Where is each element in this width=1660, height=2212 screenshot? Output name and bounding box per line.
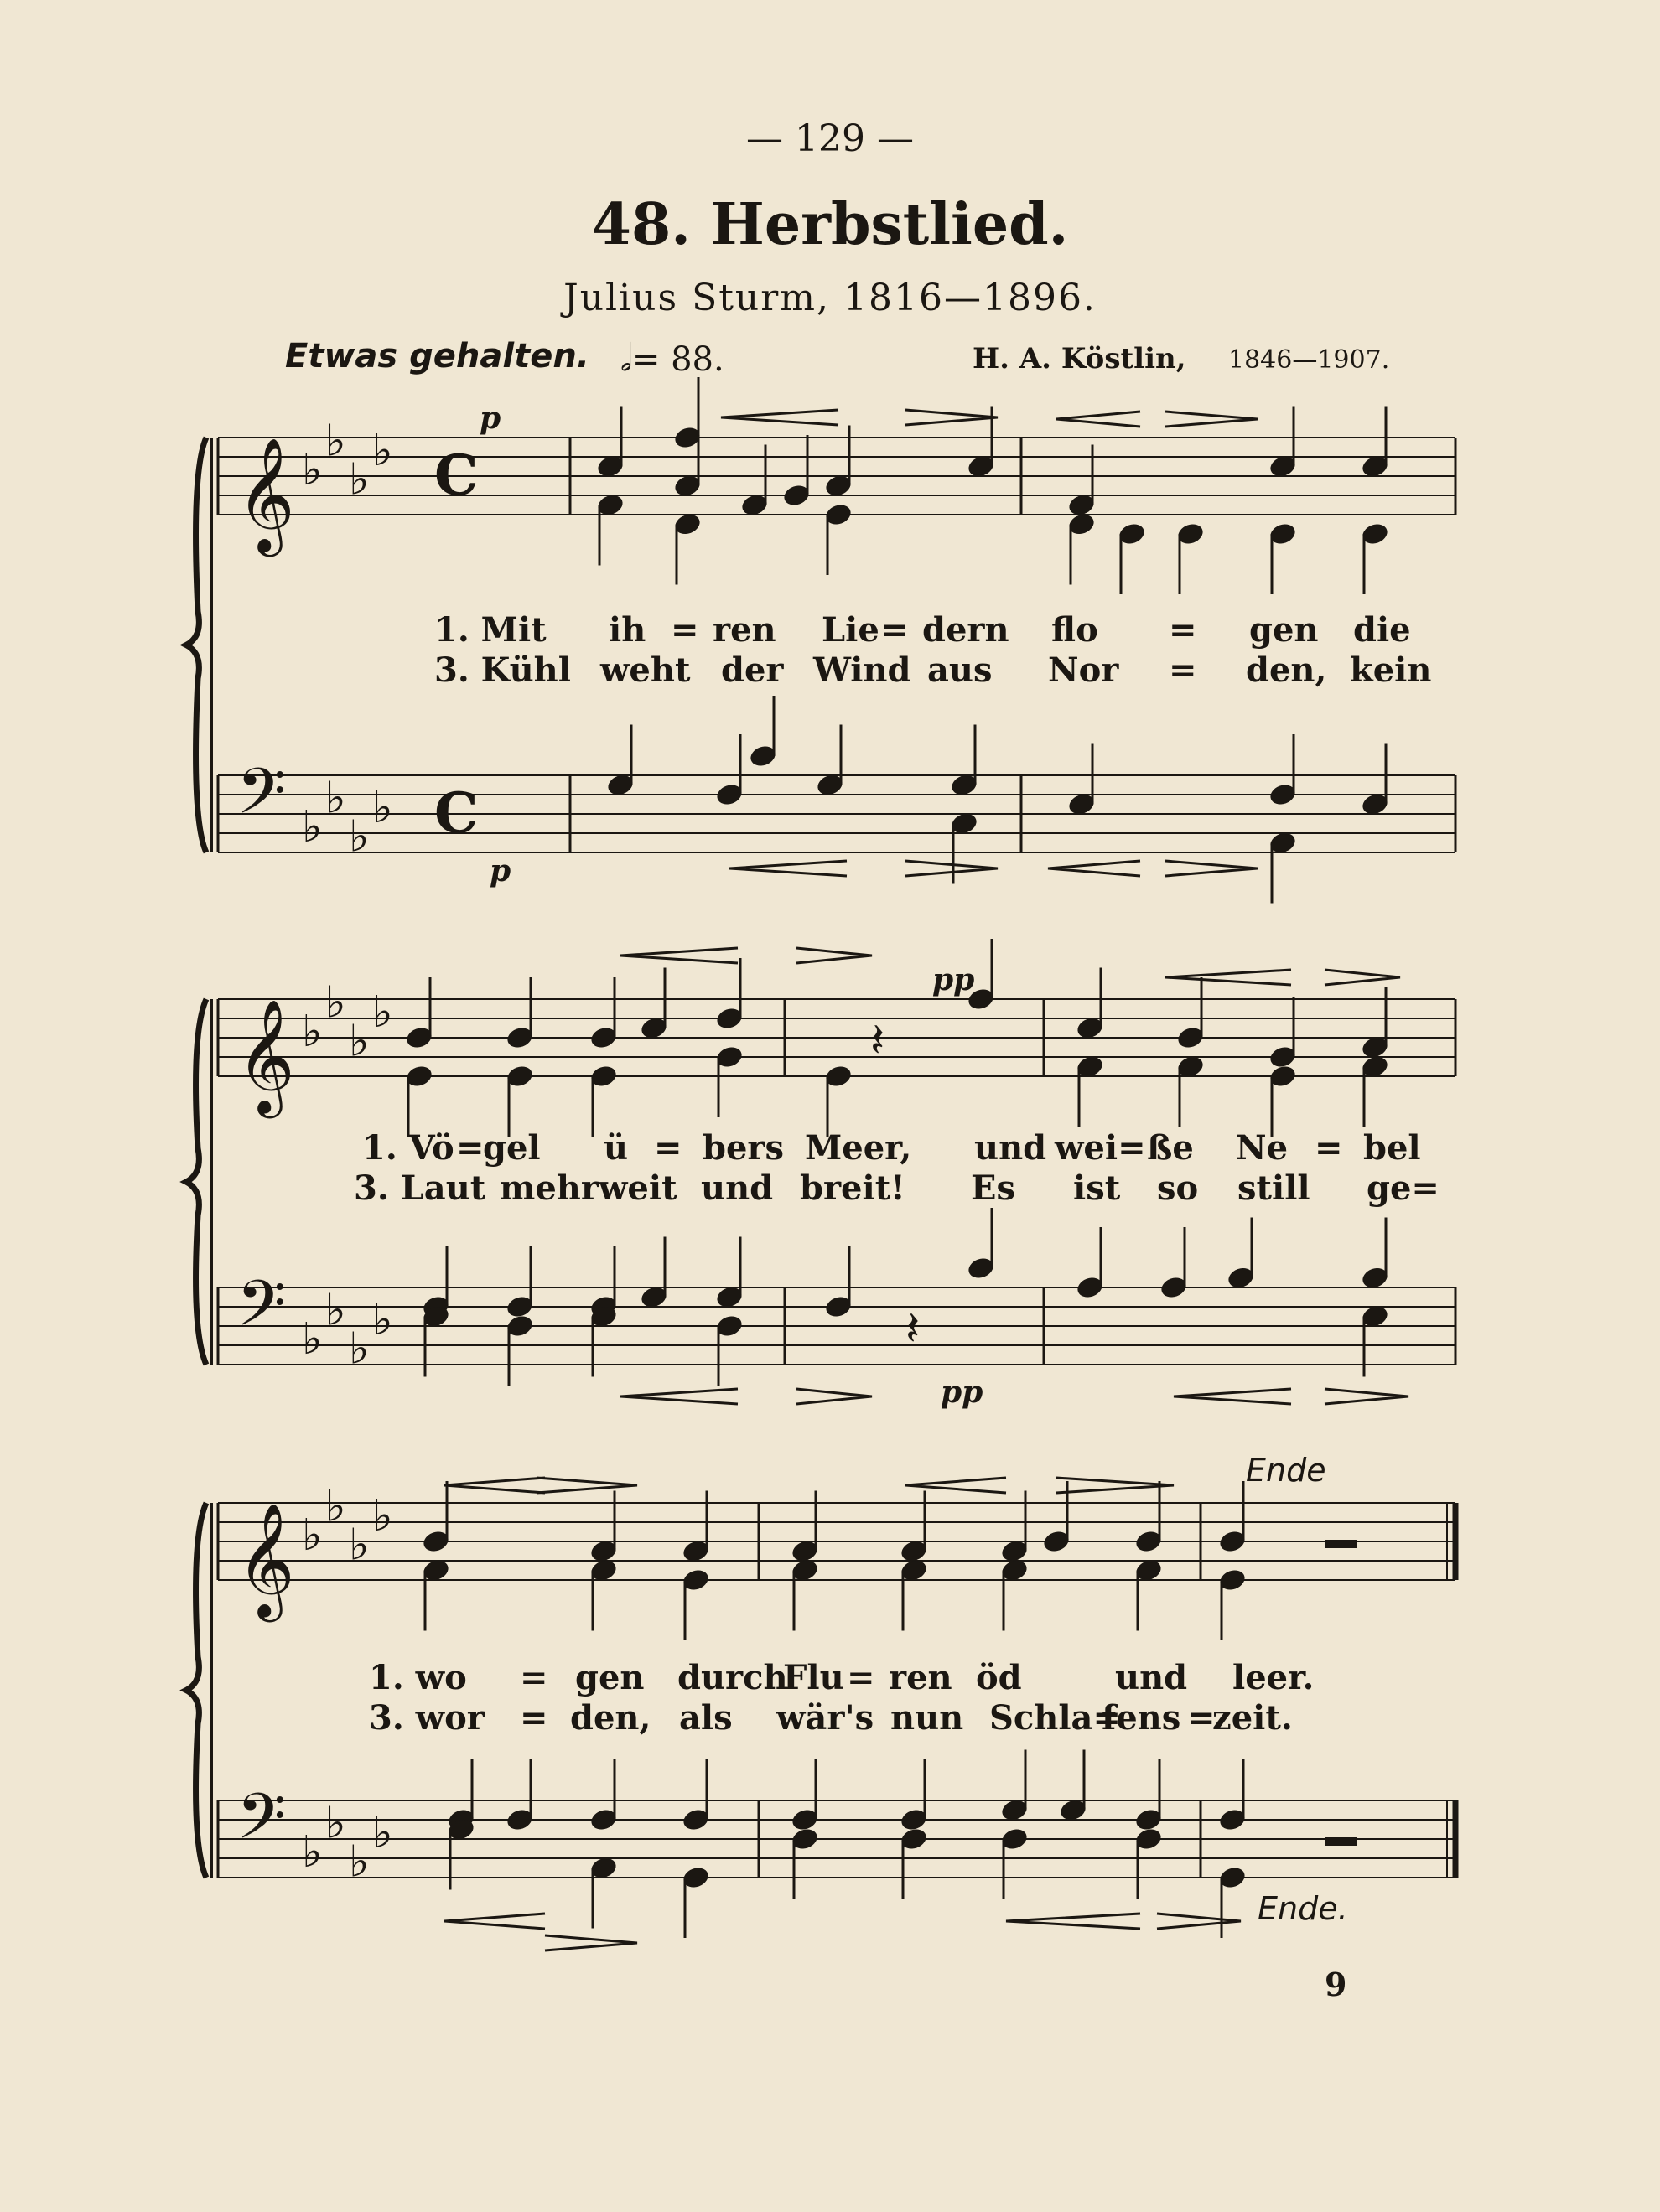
ende-label-treble: Ende [1246, 1452, 1326, 1489]
lyric-3-verse1-4: durch [677, 1658, 788, 1697]
crescendo-hairpin [1165, 970, 1291, 985]
lyric-3-verse3-3: den, [570, 1698, 651, 1738]
lyric-2-verse1-4: ü [604, 1128, 629, 1168]
lyric-1-verse1-9: = [1169, 610, 1197, 650]
lyric-3-verse1-5: Flu [783, 1658, 844, 1697]
flat-icon: ♭ [372, 1295, 393, 1345]
lyric-2-verse1-6: bers [703, 1128, 785, 1168]
lyric-1-verse3-2: weht [600, 650, 691, 690]
lyric-2-verse3-2: mehr [500, 1168, 599, 1208]
lyric-2-verse3-7: ist [1073, 1168, 1121, 1208]
crescendo-hairpin [444, 1478, 545, 1493]
lyric-3-verse1-3: gen [575, 1658, 645, 1697]
quarter-rest-icon: 𝄽 [870, 1013, 885, 1068]
diminuendo-hairpin [1157, 1914, 1241, 1929]
composer: H. A. Köstlin, [973, 342, 1186, 376]
lyric-3-verse1-10: leer. [1232, 1658, 1315, 1697]
lyric-2-verse1-12: = [1315, 1128, 1343, 1168]
flat-icon: ♭ [302, 1007, 323, 1057]
lyric-3-verse1-7: ren [889, 1658, 952, 1697]
bass-clef-icon: 𝄢 [236, 1779, 287, 1869]
lyric-3-verse3-1: 3. wor [369, 1698, 485, 1738]
diminuendo-hairpin [1056, 1478, 1174, 1493]
page-number: — 129 — [746, 117, 914, 160]
lyric-3-verse3-2: = [520, 1698, 548, 1738]
flat-icon: ♭ [349, 1520, 370, 1571]
lyric-1-verse1-1: 1. Mit [434, 610, 547, 650]
half-note-icon: 𝅗𝅥 [620, 337, 632, 380]
diminuendo-hairpin [905, 410, 998, 425]
lyric-1-verse1-8: flo [1051, 610, 1098, 650]
lyric-3-verse3-7: Schla= [989, 1698, 1121, 1738]
crescendo-hairpin [729, 861, 847, 876]
lyric-3-verse3-4: als [679, 1698, 733, 1738]
flat-icon: ♭ [372, 783, 393, 833]
song-title: 48. Herbstlied. [591, 191, 1069, 258]
diminuendo-hairpin [905, 861, 998, 876]
lyric-1-verse3-6: Nor [1048, 650, 1119, 690]
lyric-3-verse3-6: nun [890, 1698, 964, 1738]
flat-icon: ♭ [325, 1481, 346, 1532]
lyric-2-verse3-6: Es [971, 1168, 1016, 1208]
lyric-3-verse3-8: fens [1102, 1698, 1181, 1738]
flat-icon: ♭ [325, 773, 346, 824]
ende-label-bass: Ende. [1258, 1890, 1348, 1927]
lyric-2-verse1-8: und [974, 1128, 1047, 1168]
diminuendo-hairpin [796, 948, 872, 963]
flat-icon: ♭ [325, 1798, 346, 1849]
flat-icon: ♭ [372, 426, 393, 476]
lyric-2-verse1-7: Meer, [805, 1128, 912, 1168]
diminuendo-hairpin [537, 1478, 637, 1493]
bass-clef-icon: 𝄢 [236, 1267, 287, 1356]
flat-icon: ♭ [325, 1285, 346, 1336]
crescendo-hairpin [905, 1478, 1006, 1493]
lyric-2-verse3-9: still [1237, 1168, 1310, 1208]
quarter-rest-icon: 𝄽 [905, 1302, 921, 1356]
lyric-2-verse3-8: so [1157, 1168, 1199, 1208]
lyric-2-verse3-10: ge= [1367, 1168, 1440, 1208]
brace-icon [186, 1503, 206, 1878]
lyric-2-verse1-9: wei= [1055, 1128, 1146, 1168]
lyric-1-verse1-7: dern [922, 610, 1009, 650]
diminuendo-hairpin [796, 1389, 872, 1404]
diminuendo-hairpin [1325, 1389, 1408, 1404]
diminuendo-hairpin [545, 1935, 637, 1950]
treble-clef-icon: 𝄞 [236, 436, 295, 552]
lyric-3-verse3-10: zeit. [1212, 1698, 1293, 1738]
lyric-1-verse1-10: gen [1249, 610, 1319, 650]
lyric-2-verse3-4: und [701, 1168, 774, 1208]
flat-icon: ♭ [372, 1808, 393, 1858]
lyric-3-verse1-9: und [1115, 1658, 1188, 1697]
half-rest-icon [1325, 1837, 1357, 1846]
tempo-marking: Etwas gehalten. [285, 337, 589, 376]
lyric-1-verse3-8: den, [1246, 650, 1327, 690]
crescendo-hairpin [444, 1914, 545, 1929]
bass-clef-icon: 𝄢 [236, 754, 287, 844]
lyric-3-verse1-8: öd [976, 1658, 1022, 1697]
dynamic-piano-treble: p [480, 401, 501, 436]
crescendo-hairpin [1056, 412, 1140, 427]
crescendo-hairpin [620, 1389, 738, 1404]
lyric-3-verse1-6: = [847, 1658, 875, 1697]
lyric-1-verse1-4: ren [713, 610, 776, 650]
signature-number: 9 [1325, 1966, 1347, 2003]
diminuendo-hairpin [1165, 412, 1258, 427]
crescendo-hairpin [721, 410, 838, 425]
lyric-2-verse1-13: bel [1363, 1128, 1421, 1168]
common-time-icon: C [434, 443, 479, 508]
lyric-3-verse1-1: 1. wo [369, 1658, 467, 1697]
flat-icon: ♭ [302, 1510, 323, 1561]
flat-icon: ♭ [349, 811, 370, 863]
lyricist: Julius Sturm, 1816—1896. [563, 277, 1097, 319]
dynamic-pp-treble: pp [932, 962, 975, 997]
flat-icon: ♭ [349, 1836, 370, 1888]
crescendo-hairpin [1048, 861, 1140, 876]
diminuendo-hairpin [1325, 970, 1400, 985]
flat-icon: ♭ [325, 416, 346, 467]
lyric-2-verse3-3: weit [599, 1168, 677, 1208]
dynamic-piano-bass: p [490, 853, 511, 888]
flat-icon: ♭ [349, 454, 370, 505]
diminuendo-hairpin [1165, 861, 1258, 876]
lyric-2-verse3-5: breit! [800, 1168, 905, 1208]
lyric-1-verse3-5: aus [927, 650, 993, 690]
flat-icon: ♭ [372, 987, 393, 1038]
flat-icon: ♭ [302, 1827, 323, 1878]
common-time-icon: C [434, 780, 479, 846]
brace-icon [186, 438, 206, 852]
flat-icon: ♭ [325, 977, 346, 1028]
crescendo-hairpin [1006, 1914, 1140, 1929]
lyric-1-verse1-2: ih [609, 610, 646, 650]
lyric-2-verse1-2: = [456, 1128, 485, 1168]
lyric-1-verse1-5: Lie [822, 610, 879, 650]
flat-icon: ♭ [349, 1016, 370, 1067]
composer-dates: 1846—1907. [1228, 345, 1390, 375]
lyric-1-verse1-6: = [880, 610, 909, 650]
flat-icon: ♭ [372, 1491, 393, 1541]
lyric-2-verse1-11: Ne [1236, 1128, 1289, 1168]
lyric-3-verse3-9: = [1187, 1698, 1216, 1738]
lyric-2-verse1-1: 1. Vö [362, 1128, 454, 1168]
treble-clef-icon: 𝄞 [236, 1501, 295, 1617]
lyric-2-verse3-1: 3. Laut [354, 1168, 486, 1208]
lyric-1-verse3-9: kein [1350, 650, 1432, 690]
crescendo-hairpin [1174, 1389, 1291, 1404]
flat-icon: ♭ [302, 1314, 323, 1365]
lyric-2-verse1-5: = [654, 1128, 682, 1168]
treble-clef-icon: 𝄞 [236, 997, 295, 1113]
lyric-2-verse1-3: gel [483, 1128, 541, 1168]
flat-icon: ♭ [302, 445, 323, 495]
brace-icon [186, 999, 206, 1365]
dynamic-pp-bass: pp [941, 1375, 983, 1410]
flat-icon: ♭ [349, 1324, 370, 1375]
lyric-1-verse3-3: der [721, 650, 784, 690]
metronome-marking: 𝅗𝅥= 88. [620, 337, 724, 380]
lyric-1-verse3-1: 3. Kühl [434, 650, 571, 690]
lyric-2-verse1-10: ße [1147, 1128, 1194, 1168]
lyric-1-verse3-7: = [1169, 650, 1197, 690]
lyric-1-verse1-3: = [671, 610, 699, 650]
lyric-3-verse1-2: = [520, 1658, 548, 1697]
flat-icon: ♭ [302, 802, 323, 852]
lyric-1-verse1-11: die [1353, 610, 1411, 650]
lyric-1-verse3-4: Wind [813, 650, 911, 690]
lyric-3-verse3-5: wär's [776, 1698, 874, 1738]
half-rest-icon [1325, 1540, 1357, 1548]
crescendo-hairpin [620, 948, 738, 963]
